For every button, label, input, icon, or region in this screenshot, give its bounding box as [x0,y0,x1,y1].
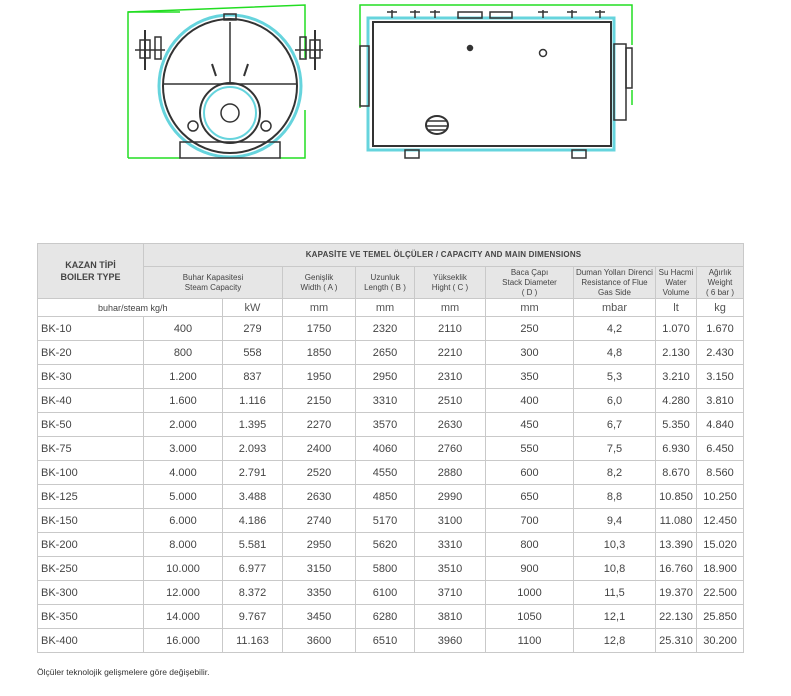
cell-height: 2510 [415,389,486,413]
cell-model: BK-50 [38,413,144,437]
cell-height: 3310 [415,533,486,557]
col-label-tr: Su Hacmi [658,267,694,277]
cell-kw: 837 [223,365,283,389]
cell-model: BK-350 [38,605,144,629]
cell-resistance: 6,0 [574,389,656,413]
cell-volume: 4.280 [656,389,697,413]
cell-model: BK-250 [38,557,144,581]
boiler-front-view [128,5,323,158]
unit-width: mm [283,299,356,317]
cell-stack: 650 [486,485,574,509]
unit-steam: buhar/steam kg/h [38,299,223,317]
cell-height: 2630 [415,413,486,437]
cell-weight: 22.500 [697,581,744,605]
cell-weight: 18.900 [697,557,744,581]
cell-stack: 400 [486,389,574,413]
cell-height: 3510 [415,557,486,581]
cell-kgh: 6.000 [144,509,223,533]
col-width [283,267,356,299]
cell-kgh: 12.000 [144,581,223,605]
cell-model: BK-125 [38,485,144,509]
cell-resistance: 12,8 [574,629,656,653]
table-row [38,437,744,461]
cell-kgh: 5.000 [144,485,223,509]
table-row [38,389,744,413]
cell-width: 2740 [283,509,356,533]
cell-resistance: 12,1 [574,605,656,629]
cell-length: 6280 [356,605,415,629]
col-label-en: Width ( A ) [300,282,338,292]
cell-volume: 6.930 [656,437,697,461]
unit-length: mm [356,299,415,317]
cell-length: 5800 [356,557,415,581]
cell-width: 3350 [283,581,356,605]
cell-model: BK-200 [38,533,144,557]
table-row [38,461,744,485]
col-height [415,267,486,299]
cell-weight: 12.450 [697,509,744,533]
cell-height: 3960 [415,629,486,653]
cell-kw: 279 [223,317,283,341]
cell-volume: 22.130 [656,605,697,629]
cell-model: BK-100 [38,461,144,485]
cell-width: 2400 [283,437,356,461]
cell-volume: 13.390 [656,533,697,557]
cell-volume: 5.350 [656,413,697,437]
table-row [38,581,744,605]
cell-width: 1850 [283,341,356,365]
cell-length: 4850 [356,485,415,509]
cell-length: 3310 [356,389,415,413]
cell-resistance: 7,5 [574,437,656,461]
col-water-volume [656,267,697,299]
cell-resistance: 8,8 [574,485,656,509]
cell-height: 3100 [415,509,486,533]
capacity-dimensions-table [37,243,744,653]
cell-weight: 3.150 [697,365,744,389]
cell-stack: 1050 [486,605,574,629]
cell-kw: 2.093 [223,437,283,461]
cell-width: 3450 [283,605,356,629]
cell-weight: 8.560 [697,461,744,485]
cell-width: 3600 [283,629,356,653]
cell-volume: 3.210 [656,365,697,389]
col-label-tr: Buhar Kapasitesi [182,272,244,282]
cell-kw: 558 [223,341,283,365]
units-row [38,299,744,317]
cell-width: 2950 [283,533,356,557]
cell-stack: 600 [486,461,574,485]
cell-model: BK-40 [38,389,144,413]
cell-height: 2210 [415,341,486,365]
cell-kw: 1.116 [223,389,283,413]
cell-length: 2320 [356,317,415,341]
cell-volume: 1.070 [656,317,697,341]
cell-height: 2760 [415,437,486,461]
col-steam-capacity [144,267,283,299]
col-label-en: Water Volume [662,277,690,297]
cell-stack: 550 [486,437,574,461]
cell-kgh: 800 [144,341,223,365]
boiler-technical-drawings [0,0,791,240]
table-row [38,317,744,341]
col-label-en: Length ( B ) [364,282,406,292]
unit-volume: lt [656,299,697,317]
cell-stack: 700 [486,509,574,533]
cell-height: 2110 [415,317,486,341]
cell-kgh: 1.200 [144,365,223,389]
unit-kw: kW [223,299,283,317]
col-label-tr: Baca Çapı [510,267,549,277]
col-length [356,267,415,299]
table-row [38,509,744,533]
col-label-en: Resistance of Flue Gas Side [581,277,648,297]
cell-width: 3150 [283,557,356,581]
cell-volume: 25.310 [656,629,697,653]
col-label-en: Stack Diameter [502,277,557,287]
unit-resistance: mbar [574,299,656,317]
cell-height: 3810 [415,605,486,629]
cell-model: BK-10 [38,317,144,341]
cell-kgh: 400 [144,317,223,341]
cell-kgh: 8.000 [144,533,223,557]
cell-height: 2990 [415,485,486,509]
cell-volume: 10.850 [656,485,697,509]
cell-model: BK-30 [38,365,144,389]
table-row [38,365,744,389]
cell-volume: 2.130 [656,341,697,365]
cell-stack: 1100 [486,629,574,653]
cell-weight: 4.840 [697,413,744,437]
cell-weight: 2.430 [697,341,744,365]
cell-length: 4060 [356,437,415,461]
unit-stack: mm [486,299,574,317]
unit-weight: kg [697,299,744,317]
cell-kw: 1.395 [223,413,283,437]
cell-model: BK-400 [38,629,144,653]
cell-kgh: 10.000 [144,557,223,581]
cell-weight: 15.020 [697,533,744,557]
table-row [38,485,744,509]
cell-stack: 450 [486,413,574,437]
unit-height: mm [415,299,486,317]
cell-kgh: 4.000 [144,461,223,485]
boiler-type-en: BOILER TYPE [60,272,121,282]
cell-resistance: 5,3 [574,365,656,389]
cell-weight: 1.670 [697,317,744,341]
cell-kw: 4.186 [223,509,283,533]
table-row [38,629,744,653]
cell-kw: 11.163 [223,629,283,653]
col-label-tr: Yükseklik [433,272,467,282]
cell-stack: 350 [486,365,574,389]
group-title: KAPASİTE VE TEMEL ÖLÇÜLER / CAPACITY AND MAIN DIMENSIONS [144,244,744,267]
cell-model: BK-300 [38,581,144,605]
col-weight [697,267,744,299]
cell-volume: 19.370 [656,581,697,605]
col-label-tr: Uzunluk [370,272,400,282]
cell-stack: 800 [486,533,574,557]
boiler-side-view [360,5,632,158]
cell-weight: 10.250 [697,485,744,509]
table-row [38,533,744,557]
cell-kw: 2.791 [223,461,283,485]
cell-model: BK-75 [38,437,144,461]
table-row [38,341,744,365]
cell-volume: 11.080 [656,509,697,533]
table-row [38,605,744,629]
cell-stack: 900 [486,557,574,581]
cell-resistance: 10,8 [574,557,656,581]
cell-stack: 1000 [486,581,574,605]
cell-height: 3710 [415,581,486,605]
cell-resistance: 9,4 [574,509,656,533]
cell-width: 1950 [283,365,356,389]
cell-resistance: 4,8 [574,341,656,365]
col-label-tr: Genişlik [304,272,334,282]
cell-resistance: 8,2 [574,461,656,485]
cell-kgh: 3.000 [144,437,223,461]
cell-resistance: 10,3 [574,533,656,557]
col-stack-diameter [486,267,574,299]
cell-model: BK-20 [38,341,144,365]
cell-length: 5170 [356,509,415,533]
cell-height: 2310 [415,365,486,389]
cell-length: 3570 [356,413,415,437]
cell-width: 2630 [283,485,356,509]
cell-length: 5620 [356,533,415,557]
boiler-type-header [38,244,144,299]
cell-width: 1750 [283,317,356,341]
table-row [38,413,744,437]
col-label-en: ( 6 bar ) [706,287,735,297]
cell-width: 2150 [283,389,356,413]
cell-weight: 25.850 [697,605,744,629]
cell-width: 2520 [283,461,356,485]
cell-length: 2650 [356,341,415,365]
col-label-extra: ( D ) [521,287,538,297]
footnote: Ölçüler teknolojik gelişmelere göre değişebilir. [37,667,210,677]
cell-kgh: 14.000 [144,605,223,629]
cell-resistance: 6,7 [574,413,656,437]
cell-volume: 16.760 [656,557,697,581]
table-body [38,317,744,653]
boiler-type-tr: KAZAN TİPİ [65,260,116,270]
cell-kgh: 16.000 [144,629,223,653]
col-flue-resistance [574,267,656,299]
cell-length: 4550 [356,461,415,485]
col-label-en: Steam Capacity [184,282,242,292]
cell-kw: 5.581 [223,533,283,557]
col-label-tr: Duman Yolları Direnci [576,267,653,277]
cell-resistance: 4,2 [574,317,656,341]
cell-weight: 6.450 [697,437,744,461]
cell-stack: 300 [486,341,574,365]
cell-width: 2270 [283,413,356,437]
cell-length: 6510 [356,629,415,653]
cell-kgh: 1.600 [144,389,223,413]
cell-volume: 8.670 [656,461,697,485]
cell-model: BK-150 [38,509,144,533]
cell-weight: 3.810 [697,389,744,413]
col-label-en: Hight ( C ) [431,282,469,292]
cell-kw: 3.488 [223,485,283,509]
table-row [38,557,744,581]
cell-kw: 9.767 [223,605,283,629]
cell-weight: 30.200 [697,629,744,653]
cell-length: 2950 [356,365,415,389]
cell-resistance: 11,5 [574,581,656,605]
col-label-tr: Ağırlık Weight [707,267,733,287]
cell-kw: 6.977 [223,557,283,581]
cell-height: 2880 [415,461,486,485]
cell-kgh: 2.000 [144,413,223,437]
cell-length: 6100 [356,581,415,605]
cell-kw: 8.372 [223,581,283,605]
cell-stack: 250 [486,317,574,341]
